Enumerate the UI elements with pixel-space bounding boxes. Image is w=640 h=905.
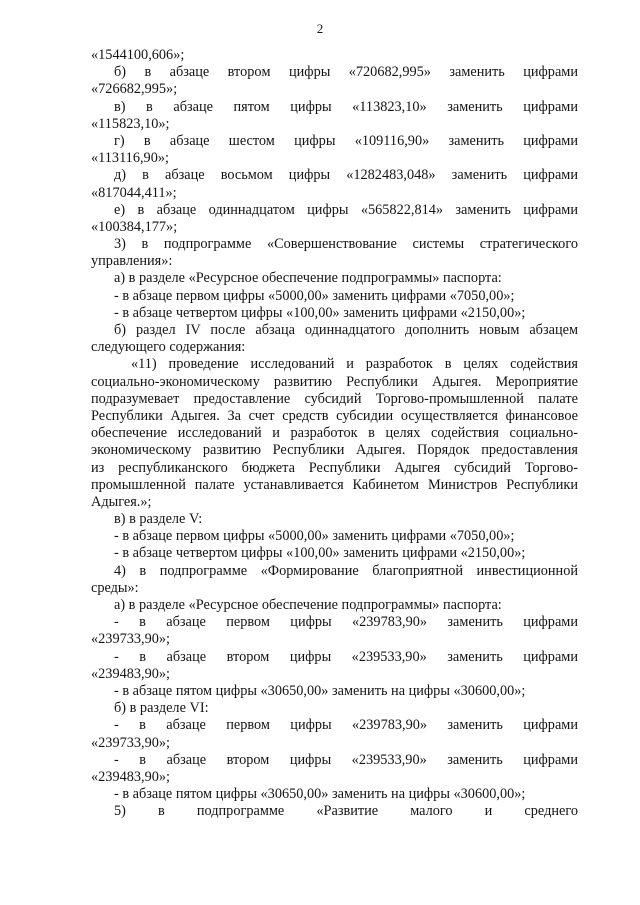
text-line: промышленной палате устанавливается Кабинетом Министров Республики <box>91 476 578 493</box>
text-line: 4) в подпрограмме «Формирование благоприятной инвестиционной <box>114 562 578 579</box>
text-line: а) в разделе «Ресурсное обеспечение подпрограммы» паспорта: <box>114 270 502 287</box>
text-line: б) в абзаце вторoм цифры «720682,995» заменить цифрами <box>114 64 578 81</box>
text-line: Адыгея.»; <box>91 493 152 510</box>
text-line: - в абзаце четвертом цифры «100,00» заменить цифрами «2150,00»; <box>114 545 526 562</box>
text-line: «726682,995»; <box>91 81 178 98</box>
text-line: е) в абзаце одиннадцатом цифры «565822,814» заменить цифрами <box>114 201 578 218</box>
document-body <box>91 47 578 820</box>
text-line: «115823,10»; <box>91 115 170 132</box>
text-line: в) в абзаце пятом цифры «113823,10» заменить цифрами <box>114 98 578 115</box>
text-line: «239483,90»; <box>91 768 171 785</box>
text-line: - в абзаце первом цифры «5000,00» заменить цифрами «7050,00»; <box>114 528 515 545</box>
text-line: г) в абзаце шестом цифры «109116,90» заменить цифрами <box>114 132 578 149</box>
text-line: «113116,90»; <box>91 150 169 167</box>
text-line: следующего содержания: <box>91 339 246 356</box>
page-number: 2 <box>316 21 324 36</box>
text-line: Республики Адыгея. За счет средств субсидии осуществляется финансовое <box>91 407 578 424</box>
text-line: - в абзаце втором цифры «239533,90» заменить цифрами <box>114 751 578 768</box>
text-line: «239483,90»; <box>91 665 171 682</box>
text-line: управления»: <box>91 253 173 270</box>
text-line: «100384,177»; <box>91 218 178 235</box>
text-line: б) раздел IV после абзаца одиннадцатого дополнить новым абзацем <box>114 322 578 338</box>
text-line: 5) в подпрограмме «Развитие малого и среднего <box>114 803 578 820</box>
text-line: - в абзаце первом цифры «239783,90» заменить цифрами <box>114 614 578 631</box>
text-line: - в абзаце четвертом цифры «100,00» заменить цифрами «2150,00»; <box>114 304 526 321</box>
text-line: «239733,90»; <box>91 631 171 648</box>
text-line: б) в разделе VI: <box>114 700 209 717</box>
text-line: «239733,90»; <box>91 734 171 751</box>
text-line: «817044,411»; <box>91 184 177 201</box>
text-line: д) в абзаце восьмом цифры «1282483,048» заменить цифрами <box>114 167 578 184</box>
text-line: социально-экономическому развитию Республики Адыгея. Мероприятие <box>91 373 578 390</box>
text-line: - в абзаце первом цифры «5000,00» заменить цифрами «7050,00»; <box>114 287 515 304</box>
text-line: а) в разделе «Ресурсное обеспечение подпрограммы» паспорта: <box>114 597 502 613</box>
text-line: обеспечение исследований и разработок в целях содействия социально- <box>91 425 578 442</box>
text-line: из республиканского бюджета Республики Адыгея субсидий Торгово- <box>91 459 578 476</box>
text-line: подразумевает предоставление субсидий Торгово-промышленной палате <box>91 390 578 407</box>
text-line: в) в разделе V: <box>114 511 203 528</box>
text-line: - в абзаце первом цифры «239783,90» заменить цифрами <box>114 717 578 734</box>
text-line: - в абзаце втором цифры «239533,90» заменить цифрами <box>114 648 578 665</box>
text-line: - в абзаце пятом цифры «30650,00» заменить на цифры «30600,00»; <box>114 786 526 803</box>
text-line: «1544100,606»; <box>91 47 185 63</box>
text-line: - в абзаце пятом цифры «30650,00» заменить на цифры «30600,00»; <box>114 682 526 699</box>
text-line: 3) в подпрограмме «Совершенствование системы стратегического <box>114 236 578 253</box>
text-line: экономическому развитию Республики Адыгея. Порядок предоставления <box>91 442 578 459</box>
text-line: «11) проведение исследований и разработок в целях содействия <box>131 356 578 373</box>
text-line: среды»: <box>91 579 139 596</box>
